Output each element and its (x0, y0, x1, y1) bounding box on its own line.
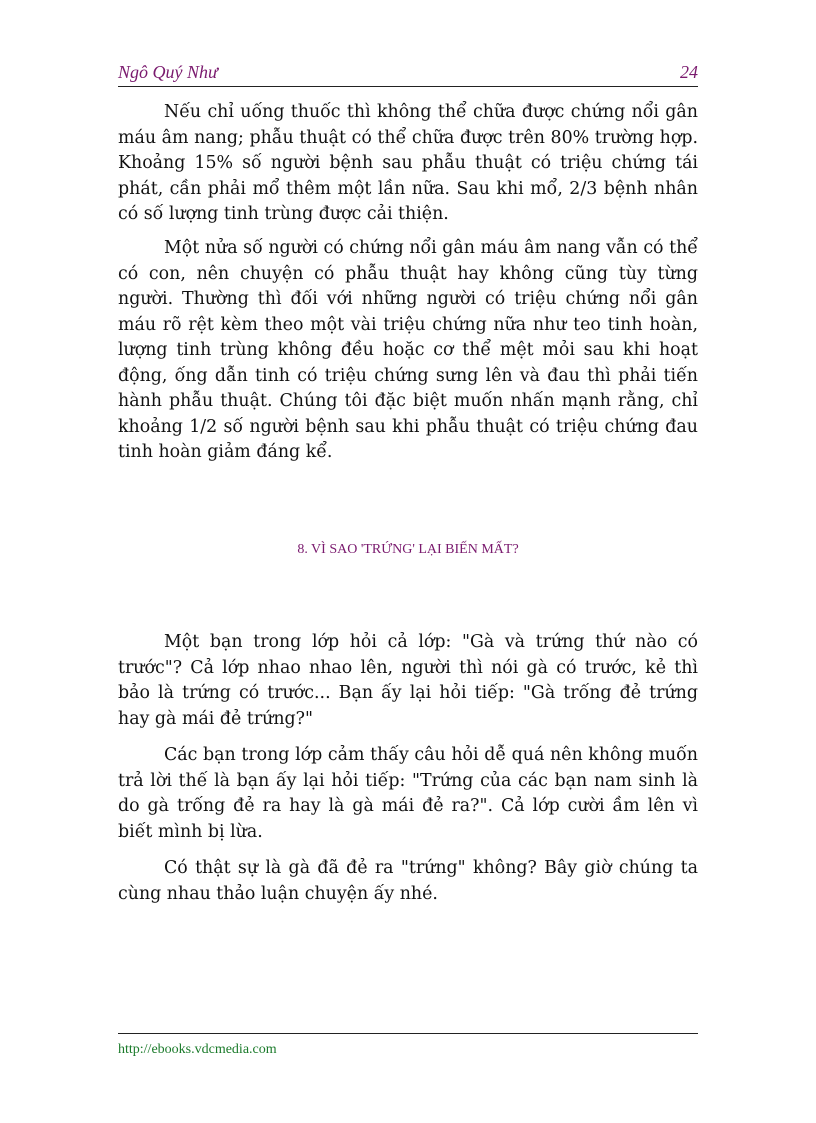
page-number: 24 (680, 62, 698, 82)
page-footer (118, 1033, 698, 1057)
body-paragraph: Các bạn trong lớp cảm thấy câu hỏi dễ quá nên không muốn trả lời thế là bạn ấy lại hỏi tiếp: "Trứng của các bạn nam sinh là do gà trống đẻ ra hay là gà mái đẻ ra?". Cả lớp cười ầm lên vì biết mình bị lừa. (118, 745, 698, 842)
page-header (118, 62, 698, 87)
author-name: Ngô Quý Như (118, 62, 218, 82)
footer-link[interactable]: http://ebooks.vdcmedia.com (118, 1042, 277, 1057)
body-paragraph: Có thật sự là gà đã đẻ ra "trứng" không? Bây giờ chúng ta cùng nhau thảo luận chuyện ấy nhé. (118, 858, 698, 904)
section-heading: 8. VÌ SAO 'TRỨNG' LẠI BIẾN MẤT? (297, 542, 519, 557)
body-paragraph: Nếu chỉ uống thuốc thì không thể chữa được chứng nổi gân máu âm nang; phẫu thuật có thể chữa được trên 80% trường hợp. Khoảng 15% số người bệnh sau phẫu thuật có triệu chứng tái phát, cần phải mổ thêm một lần nữa. Sau khi mổ, 2/3 bệnh nhân có số lượng tinh trùng được cải thiện. (118, 102, 698, 224)
body-paragraph: Một bạn trong lớp hỏi cả lớp: "Gà và trứng thứ nào có trước"? Cả lớp nhao nhao lên, người thì nói gà có trước, kẻ thì bảo là trứng có trước... Bạn ấy lại hỏi tiếp: "Gà trống đẻ trứng hay gà mái đẻ trứng?" (118, 632, 698, 729)
body-paragraph: Một nửa số người có chứng nổi gân máu âm nang vẫn có thể có con, nên chuyện có phẫu thuật hay không cũng tùy từng người. Thường thì đối với những người có triệu chứng nổi gân máu rõ rệt kèm theo một vài triệu chứng nữa như teo tinh hoàn, lượng tinh trùng không đều hoặc cơ thể mệt mỏi sau khi hoạt động, ống dẫn tinh có triệu chứng sưng lên và đau thì phải tiến hành phẫu thuật. Chúng tôi đặc biệt muốn nhấn mạnh rằng, chỉ khoảng 1/2 số người bệnh sau khi phẫu thuật có triệu chứng đau tinh hoàn giảm đáng kể. (118, 238, 698, 462)
